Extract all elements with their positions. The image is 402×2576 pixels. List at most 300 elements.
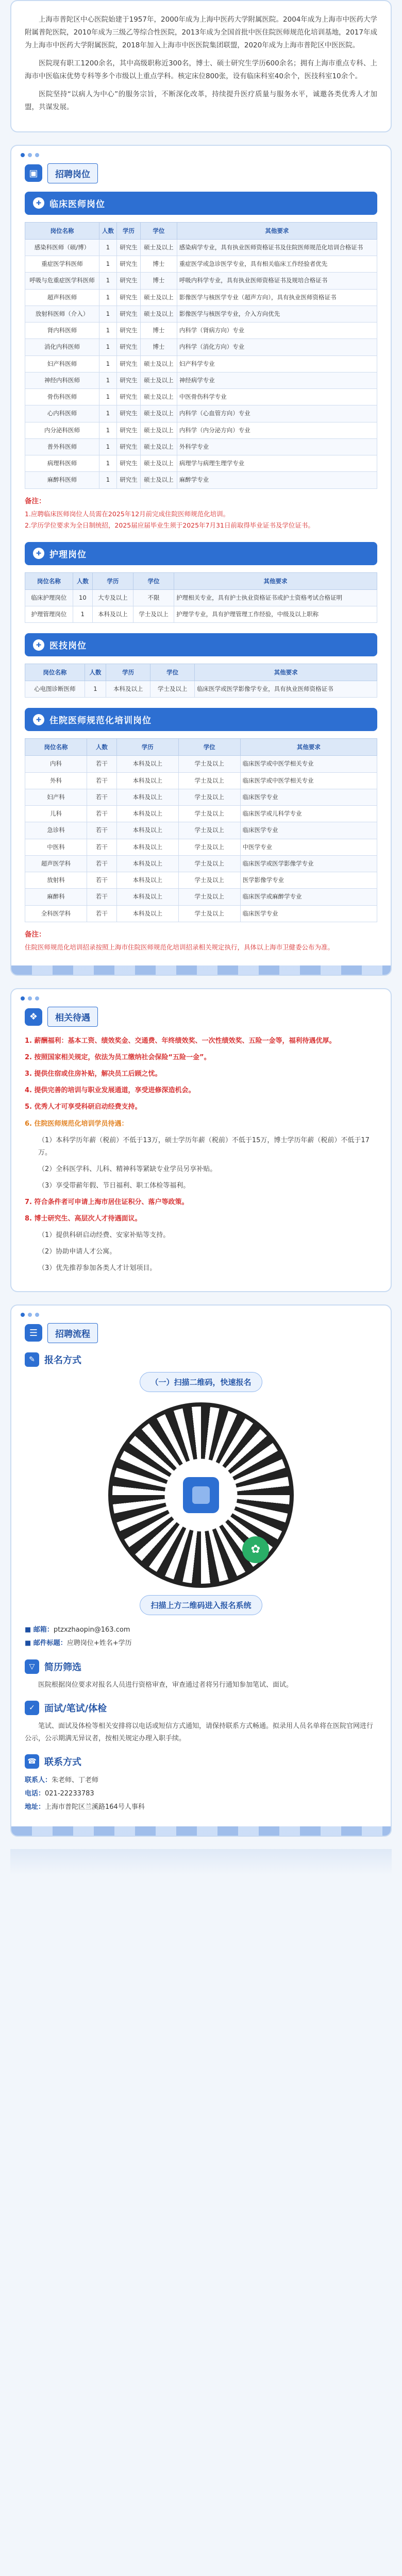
- benefit-item: （1）提供科研启动经费、安家补贴等支持。: [38, 1231, 170, 1239]
- contact-person: 朱老师、丁老师: [52, 1776, 99, 1785]
- dot: [35, 996, 39, 1001]
- dot: [35, 1313, 39, 1317]
- contact-addr-label: 地址：: [25, 1803, 45, 1811]
- column-header: 学历: [116, 739, 178, 756]
- table-cell: 感染病学专业，具有执业医师资格证书及住院医师规范化培训合格证书: [177, 239, 377, 256]
- table-cell: 1: [99, 405, 116, 422]
- table-cell: 普外科医师: [25, 438, 99, 455]
- table-cell: 1: [99, 355, 116, 372]
- table-cell: 神经病学专业: [177, 372, 377, 388]
- table-cell: 硕士及以上: [141, 422, 177, 438]
- recruit-card: [10, 145, 392, 976]
- table-cell: 儿科: [25, 806, 87, 822]
- table-cell: 呼吸与危重症医学科医师: [25, 273, 99, 289]
- table-cell: 1: [85, 681, 106, 698]
- table-cell: 全科医学科: [25, 905, 87, 922]
- table-cell: 硕士及以上: [141, 455, 177, 472]
- edit-icon: ✎: [25, 1352, 39, 1367]
- benefits-card: [10, 988, 392, 1292]
- table-cell: 1: [99, 438, 116, 455]
- benefit-item: （3）享受带薪年假、节日福利、职工体检等福利。: [38, 1181, 190, 1190]
- table-row: [25, 789, 377, 805]
- column-header: 其他要求: [174, 572, 377, 589]
- table-cell: 影像医学与核医学专业（超声方向），具有执业医师资格证书: [177, 289, 377, 306]
- table-cell: 学士及以上: [178, 789, 240, 805]
- column-header: 学位: [150, 664, 195, 681]
- table-cell: 护理管理岗位: [25, 606, 73, 622]
- table-row: [25, 806, 377, 822]
- table-cell: 1: [73, 606, 92, 622]
- table-cell: 研究生: [116, 455, 140, 472]
- apply-card: [10, 1304, 392, 1837]
- benefit-item: 3. 提供住宿或住房补贴，解决员工后顾之忧。: [25, 1070, 162, 1078]
- table-cell: 1: [99, 389, 116, 405]
- nursing-table: [25, 572, 377, 623]
- table-cell: 不限: [133, 589, 174, 606]
- table-cell: 临床医学专业: [240, 905, 377, 922]
- dot: [21, 153, 25, 157]
- benefits-title: [25, 1007, 377, 1027]
- table-cell: 临床护理岗位: [25, 589, 73, 606]
- qr-wrap: [25, 1402, 377, 1588]
- table-cell: 麻醉学专业: [177, 472, 377, 488]
- qr-code[interactable]: [108, 1402, 294, 1588]
- table-cell: 护理相关专业，具有护士执业资格证书或护士资格考试合格证明: [174, 589, 377, 606]
- table-cell: 本科及以上: [116, 839, 178, 855]
- column-header: 学位: [133, 572, 174, 589]
- dot: [28, 153, 32, 157]
- table-cell: 若干: [87, 756, 116, 772]
- phone-icon: ☎: [25, 1754, 39, 1769]
- section-heading-residency: [25, 708, 377, 731]
- table-row: [25, 389, 377, 405]
- table-cell: 若干: [87, 822, 116, 839]
- table-cell: 内科学（消化方向）专业: [177, 339, 377, 355]
- table-cell: 感染科医师（硕/博）: [25, 239, 99, 256]
- tech-table: [25, 664, 377, 698]
- table-cell: 硕士及以上: [141, 306, 177, 322]
- table-cell: 研究生: [116, 438, 140, 455]
- table-cell: 呼吸内科学专业，具有执业医师资格证书及规培合格证书: [177, 273, 377, 289]
- benefit-item: 7. 符合条件者可申请上海市居住证积分、落户等政策。: [25, 1198, 189, 1206]
- table-cell: 若干: [87, 806, 116, 822]
- notes-heading: 备注：: [25, 497, 46, 505]
- table-cell: 学士及以上: [178, 889, 240, 905]
- table-row: [25, 455, 377, 472]
- table-cell: 研究生: [116, 355, 140, 372]
- table-cell: 中医学专业: [240, 839, 377, 855]
- table-cell: 学士及以上: [178, 839, 240, 855]
- table-cell: 本科及以上: [116, 889, 178, 905]
- table-row: [25, 872, 377, 889]
- table-cell: 博士: [141, 339, 177, 355]
- table-cell: 若干: [87, 872, 116, 889]
- column-header: 岗位名称: [25, 739, 87, 756]
- recruit-title: [25, 163, 377, 183]
- table-row: [25, 323, 377, 339]
- filter-icon: ▽: [25, 1659, 39, 1674]
- table-cell: 内科学（肾病方向）专业: [177, 323, 377, 339]
- contact-phone-label: 电话：: [25, 1790, 45, 1798]
- table-row: [25, 306, 377, 322]
- table-cell: 研究生: [116, 372, 140, 388]
- note-item: 住院医师规范化培训招录按照上海市住院医师规范化培训招录相关规定执行，具体以上海市卫健委公布为准。: [25, 943, 334, 951]
- table-cell: 学士及以上: [178, 872, 240, 889]
- contact-heading: [25, 1754, 377, 1769]
- column-header: 人数: [99, 222, 116, 239]
- table-cell: 临床医学或儿科学专业: [240, 806, 377, 822]
- table-cell: 1: [99, 455, 116, 472]
- table-cell: 若干: [87, 789, 116, 805]
- table-cell: 研究生: [116, 339, 140, 355]
- table-header-row: [25, 222, 377, 239]
- benefit-item: 1. 薪酬福利：基本工资、绩效奖金、交通费、年终绩效奖、一次性绩效奖、五险一金等，福利待遇优厚。: [25, 1037, 336, 1045]
- contact-title: 联系方式: [44, 1757, 81, 1768]
- contact-phone-line: [25, 1787, 377, 1801]
- table-cell: 研究生: [116, 289, 140, 306]
- table-cell: 硕士及以上: [141, 355, 177, 372]
- table-cell: 骨伤科医师: [25, 389, 99, 405]
- table-row: [25, 438, 377, 455]
- table-row: [25, 822, 377, 839]
- email-line: [25, 1623, 377, 1637]
- briefcase-icon: ▣: [25, 164, 42, 182]
- table-row: [25, 472, 377, 488]
- table-row: [25, 839, 377, 855]
- decor-dots: [11, 146, 391, 160]
- table-cell: 医学影像学专业: [240, 872, 377, 889]
- residency-table: [25, 738, 377, 922]
- benefit-item: 4. 提供完善的培训与职业发展通道，享受进修深造机会。: [25, 1087, 195, 1095]
- table-cell: 研究生: [116, 472, 140, 488]
- column-header: 人数: [73, 572, 92, 589]
- exam-heading: [25, 1701, 377, 1715]
- table-cell: 若干: [87, 772, 116, 789]
- mail-title-value: 应聘岗位+姓名+学历: [66, 1639, 132, 1647]
- table-cell: 本科及以上: [116, 872, 178, 889]
- table-cell: 研究生: [116, 422, 140, 438]
- column-header: 人数: [87, 739, 116, 756]
- dot: [35, 153, 39, 157]
- table-cell: 内科学（内分泌方向）专业: [177, 422, 377, 438]
- table-cell: 麻醉科医师: [25, 472, 99, 488]
- table-row: [25, 772, 377, 789]
- table-cell: 本科及以上: [116, 806, 178, 822]
- table-cell: 本科及以上: [116, 756, 178, 772]
- screening-heading: [25, 1659, 377, 1674]
- table-cell: 放射科: [25, 872, 87, 889]
- table-cell: 硕士及以上: [141, 372, 177, 388]
- section-title: 住院医师规范化培训岗位: [49, 716, 152, 726]
- table-cell: 研究生: [116, 323, 140, 339]
- table-cell: 1: [99, 372, 116, 388]
- table-header-row: [25, 572, 377, 589]
- email-label: ■ 邮箱：: [25, 1625, 54, 1634]
- method-sub-wrap: [25, 1372, 377, 1392]
- table-cell: 本科及以上: [116, 822, 178, 839]
- column-header: 岗位名称: [25, 222, 99, 239]
- table-cell: 内科: [25, 756, 87, 772]
- benefit-item: （2）全科医学科、儿科、精神科等紧缺专业学员另享补贴。: [38, 1165, 217, 1173]
- table-row: [25, 339, 377, 355]
- table-cell: 内科学（心血管方向）专业: [177, 405, 377, 422]
- table-cell: 1: [99, 256, 116, 273]
- method-subtitle: （一）扫描二维码，快速报名: [140, 1372, 262, 1392]
- table-cell: 硕士及以上: [141, 438, 177, 455]
- table-cell: 本科及以上: [116, 772, 178, 789]
- table-cell: 研究生: [116, 239, 140, 256]
- column-header: 人数: [85, 664, 106, 681]
- table-cell: 内分泌科医师: [25, 422, 99, 438]
- intro-paragraph-2: 医院现有职工1200余名，其中高级职称近300名，博士、硕士研究生学历600余名；拥有上海市重点专科、上海市中医临床优势专科等多个市级以上重点学科。核定床位800张，设有临床科室40余个，医技科室10余个。: [25, 59, 377, 80]
- table-row: [25, 405, 377, 422]
- column-header: 学历: [92, 572, 133, 589]
- table-cell: 1: [99, 339, 116, 355]
- contact-person-label: 联系人：: [25, 1776, 52, 1785]
- gift-icon: ❖: [25, 1008, 42, 1026]
- table-row: [25, 889, 377, 905]
- apply-title-text: 招聘流程: [47, 1323, 98, 1343]
- wechat-icon: ✿: [242, 1536, 269, 1563]
- table-cell: 外科: [25, 772, 87, 789]
- table-cell: 研究生: [116, 273, 140, 289]
- table-cell: 病理学与病理生理学专业: [177, 455, 377, 472]
- contact-person-line: [25, 1774, 377, 1787]
- table-row: [25, 905, 377, 922]
- email-value[interactable]: ptzxzhaopin@163.com: [53, 1625, 130, 1634]
- table-cell: 临床医学专业: [240, 822, 377, 839]
- table-cell: 研究生: [116, 306, 140, 322]
- qr-caption-wrap: [25, 1595, 377, 1615]
- table-row: [25, 372, 377, 388]
- table-row: [25, 681, 377, 698]
- table-cell: 重症医学或急诊医学专业，具有相关临床工作经验者优先: [177, 256, 377, 273]
- table-cell: 放射科医师（介入）: [25, 306, 99, 322]
- table-cell: 心电图诊断医师: [25, 681, 85, 698]
- table-cell: 1: [99, 289, 116, 306]
- table-cell: 临床医学或中医学相关专业: [240, 756, 377, 772]
- table-cell: 护理学专业，具有护理管理工作经验，中级及以上职称: [174, 606, 377, 622]
- benefit-item: 5. 优秀人才可享受科研启动经费支持。: [25, 1103, 142, 1111]
- column-header: 学历: [106, 664, 150, 681]
- screening-title: 简历筛选: [44, 1662, 81, 1673]
- table-cell: 研究生: [116, 405, 140, 422]
- table-cell: 学士及以上: [178, 756, 240, 772]
- benefit-item: （1）本科学历年薪（税前）不低于13万，硕士学历年薪（税前）不低于15万，博士学历年薪（税前）不低于17万。: [38, 1136, 370, 1157]
- benefit-list: [25, 1035, 377, 1275]
- table-cell: 1: [99, 422, 116, 438]
- table-cell: 超声医学科: [25, 855, 87, 872]
- screening-text: 医院根据岗位要求对报名人员进行资格审查，审查通过者将另行通知参加笔试、面试。: [38, 1681, 293, 1689]
- table-cell: 博士: [141, 323, 177, 339]
- table-cell: 学士及以上: [178, 905, 240, 922]
- apply-title: [25, 1323, 377, 1343]
- notes-block: [25, 495, 377, 532]
- table-cell: 学士及以上: [150, 681, 195, 698]
- table-cell: 临床医学或医学影像学专业，具有执业医师资格证书: [195, 681, 377, 698]
- table-cell: 学士及以上: [178, 772, 240, 789]
- graduation-icon: ✚: [33, 714, 44, 725]
- hospital-logo-icon: [183, 1477, 219, 1513]
- table-row: [25, 273, 377, 289]
- column-header: 其他要求: [195, 664, 377, 681]
- benefit-item: 2. 按照国家相关规定，依法为员工缴纳社会保险“五险一金”。: [25, 1054, 211, 1062]
- section-heading-clinical: [25, 192, 377, 215]
- notes-block-2: [25, 928, 377, 954]
- section-title: 护理岗位: [49, 549, 87, 560]
- table-cell: 学士及以上: [178, 822, 240, 839]
- column-header: 其他要求: [177, 222, 377, 239]
- table-cell: 研究生: [116, 389, 140, 405]
- table-cell: 本科及以上: [116, 789, 178, 805]
- column-header: 学历: [116, 222, 140, 239]
- table-cell: 临床医学或中医学相关专业: [240, 772, 377, 789]
- table-cell: 硕士及以上: [141, 405, 177, 422]
- dot: [28, 1313, 32, 1317]
- table-cell: 麻醉科: [25, 889, 87, 905]
- table-header-row: [25, 739, 377, 756]
- mail-title-line: [25, 1637, 377, 1650]
- contact-phone[interactable]: 021-22233783: [45, 1790, 94, 1798]
- table-cell: 本科及以上: [116, 855, 178, 872]
- intro-paragraph-3: 医院坚持“以病人为中心”的服务宗旨，不断深化改革，持续提升医疗质量与服务水平，诚邀各类优秀人才加盟，共谋发展。: [25, 90, 377, 111]
- mail-title-label: ■ 邮件标题：: [25, 1639, 67, 1647]
- table-cell: 学士及以上: [178, 806, 240, 822]
- table-header-row: [25, 664, 377, 681]
- section-heading-nursing: [25, 542, 377, 565]
- column-header: 学位: [178, 739, 240, 756]
- table-cell: 超声科医师: [25, 289, 99, 306]
- benefit-item: （3）优先推荐参加各类人才计划项目。: [38, 1264, 157, 1272]
- intro-paragraph-1: 上海市普陀区中心医院始建于1957年，2000年成为上海中医药大学附属医院。2004年成为上海市中医药大学附属普陀医院，2010年成为三级乙等综合性医院，2013年成为全国首批中医住院医师规范化培训基地，2017年成为上海市中医药大学附属医院，2018年加入上海市中医医院集团联盟，2020年成为上海市普陀区中医医院。: [25, 15, 377, 49]
- table-cell: 重症医学科医师: [25, 256, 99, 273]
- notes-heading: 备注：: [25, 930, 46, 939]
- table-cell: 消化内科医师: [25, 339, 99, 355]
- table-cell: 1: [99, 273, 116, 289]
- table-row: [25, 422, 377, 438]
- table-cell: 临床医学或麻醉学专业: [240, 889, 377, 905]
- table-cell: 临床医学专业: [240, 789, 377, 805]
- table-cell: 肾内科医师: [25, 323, 99, 339]
- section-title: 临床医师岗位: [49, 199, 105, 210]
- benefits-title-text: 相关待遇: [47, 1007, 98, 1027]
- doctor-icon: ✚: [33, 197, 44, 209]
- dot: [21, 1313, 25, 1317]
- table-row: [25, 589, 377, 606]
- method-title: 报名方式: [44, 1354, 81, 1366]
- table-cell: 若干: [87, 839, 116, 855]
- table-cell: 学士及以上: [178, 855, 240, 872]
- table-row: [25, 289, 377, 306]
- table-cell: 中医科: [25, 839, 87, 855]
- table-cell: 1: [99, 306, 116, 322]
- table-cell: 博士: [141, 273, 177, 289]
- intro-text: [11, 1, 391, 131]
- benefit-item: （2）协助申请人才公寓。: [38, 1247, 116, 1256]
- table-cell: 硕士及以上: [141, 239, 177, 256]
- table-cell: 妇产科: [25, 789, 87, 805]
- note-item: 2.学历学位要求为全日制统招，2025届应届毕业生须于2025年7月31日前取得毕业证书及学位证书。: [25, 521, 314, 530]
- microscope-icon: ✚: [33, 639, 44, 651]
- intro-card: [10, 0, 392, 132]
- table-cell: 1: [99, 323, 116, 339]
- table-row: [25, 256, 377, 273]
- table-cell: 学士及以上: [133, 606, 174, 622]
- clinical-table: [25, 222, 377, 489]
- table-cell: 大专及以上: [92, 589, 133, 606]
- section-title: 医技岗位: [49, 641, 87, 652]
- contact-addr-line: [25, 1801, 377, 1814]
- table-cell: 10: [73, 589, 92, 606]
- table-cell: 博士: [141, 256, 177, 273]
- table-cell: 妇产科医师: [25, 355, 99, 372]
- benefit-item: 8. 博士研究生、高层次人才待遇面议。: [25, 1214, 142, 1223]
- table-cell: 本科及以上: [116, 905, 178, 922]
- note-item: 1.应聘临床医师岗位人员需在2025年12月前完成住院医师规范化培训。: [25, 510, 230, 518]
- table-cell: 硕士及以上: [141, 472, 177, 488]
- table-cell: 若干: [87, 855, 116, 872]
- footer-decor: [10, 1849, 392, 1875]
- section-heading-tech: [25, 633, 377, 656]
- table-cell: 急诊科: [25, 822, 87, 839]
- decor-dots: [11, 1306, 391, 1320]
- table-cell: 妇产科学专业: [177, 355, 377, 372]
- qr-center: [173, 1467, 229, 1523]
- column-header: 岗位名称: [25, 572, 73, 589]
- benefit-item: 6. 住院医师规范化培训学员待遇：: [25, 1120, 128, 1128]
- table-row: [25, 239, 377, 256]
- table-row: [25, 355, 377, 372]
- table-cell: 神经内科医师: [25, 372, 99, 388]
- dot: [21, 996, 25, 1001]
- checklist-icon: ✓: [25, 1701, 39, 1715]
- table-cell: 心内科医师: [25, 405, 99, 422]
- table-cell: 外科学专业: [177, 438, 377, 455]
- clipboard-icon: ☰: [25, 1324, 42, 1342]
- table-cell: 硕士及以上: [141, 389, 177, 405]
- table-row: [25, 855, 377, 872]
- dot: [28, 996, 32, 1001]
- table-cell: 硕士及以上: [141, 289, 177, 306]
- column-header: 岗位名称: [25, 664, 85, 681]
- table-row: [25, 756, 377, 772]
- table-row: [25, 606, 377, 622]
- exam-text: 笔试、面试及体检等相关安排将以电话或短信方式通知，请保持联系方式畅通。拟录用人员名单将在医院官网进行公示，公示期满无异议者，按相关规定办理入职手续。: [25, 1722, 374, 1743]
- decor-stripe: [11, 1826, 391, 1836]
- decor-stripe: [11, 965, 391, 975]
- table-cell: 研究生: [116, 256, 140, 273]
- exam-title: 面试/笔试/体检: [44, 1703, 107, 1715]
- table-cell: 1: [99, 239, 116, 256]
- table-cell: 若干: [87, 905, 116, 922]
- method-heading: [25, 1352, 377, 1367]
- qr-caption: 扫描上方二维码进入报名系统: [140, 1595, 262, 1615]
- table-cell: 1: [99, 472, 116, 488]
- column-header: 学位: [141, 222, 177, 239]
- table-cell: 本科及以上: [106, 681, 150, 698]
- table-cell: 影像医学与核医学专业，介入方向优先: [177, 306, 377, 322]
- nurse-icon: ✚: [33, 548, 44, 559]
- table-cell: 若干: [87, 889, 116, 905]
- table-cell: 中医骨伤科学专业: [177, 389, 377, 405]
- contact-addr: 上海市普陀区兰溪路164号人事科: [45, 1803, 145, 1811]
- table-cell: 病理科医师: [25, 455, 99, 472]
- table-cell: 本科及以上: [92, 606, 133, 622]
- decor-dots: [11, 989, 391, 1004]
- column-header: 其他要求: [240, 739, 377, 756]
- recruit-title-text: 招聘岗位: [47, 163, 98, 183]
- table-cell: 临床医学或医学影像学专业: [240, 855, 377, 872]
